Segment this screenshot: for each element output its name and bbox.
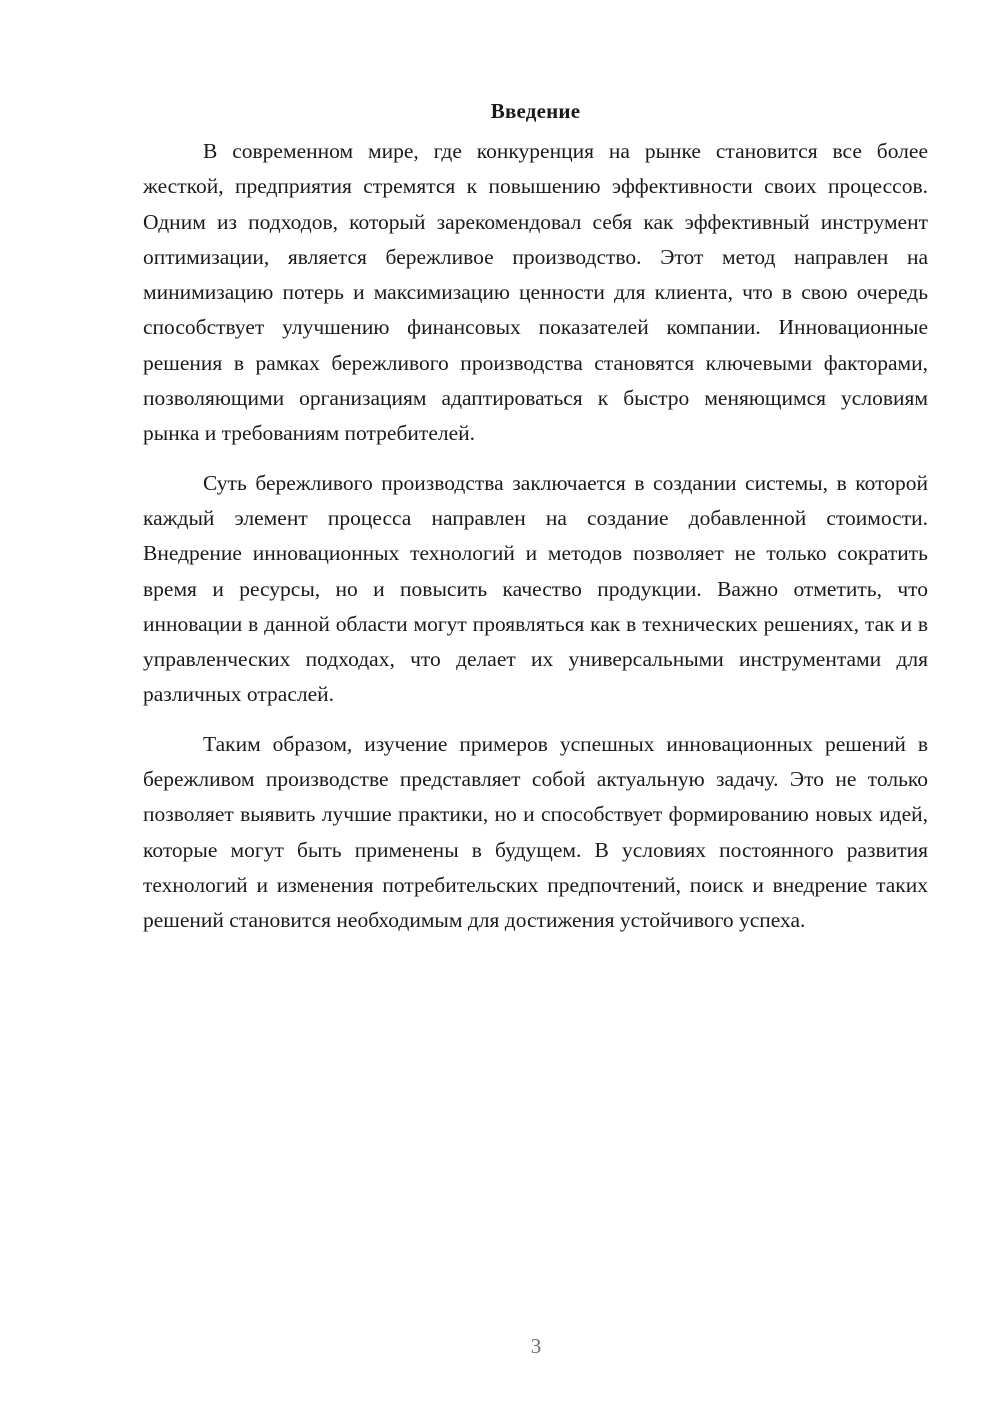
page-number: 3 [530,1334,542,1358]
page-content [143,96,928,953]
section-title: Введение [490,99,581,123]
paragraph-3: Таким образом, изучение примеров успешных инновационных решений в бережливом производстве представляет собой актуальную задачу. Это не только позволяет выявить лучшие практики, но и способствует формированию новых идей, которые могут быть применены в будущем. В условиях постоянного развития технологий и изменения потребительских предпочтений, поиск и внедрение таких решений становится необходимым для достижения устойчивого успеха. [143,731,928,933]
paragraph-2: Суть бережливого производства заключается в создании системы, в которой каждый элемент процесса направлен на создание добавленной стоимости. Внедрение инновационных технологий и методов позволяет не только сократить время и ресурсы, но и повысить качество продукции. Важно отметить, что инновации в данной области могут проявляться как в технических решениях, так и в управленческих подходах, что делает их универсальными инструментами для различных отраслей. [143,470,928,707]
paragraph-1: В современном мире, где конкуренция на рынке становится все более жесткой, предприятия стремятся к повышению эффективности своих процессов. Одним из подходов, который зарекомендовал себя как эффективный инструмент оптимизации, является бережливое производство. Этот метод направлен на минимизацию потерь и максимизацию ценности для клиента, что в свою очередь способствует улучшению финансовых показателей компании. Инновационные решения в рамках бережливого производства становятся ключевыми факторами, позволяющими организациям адаптироваться к быстро меняющимся условиям рынка и требованиям потребителей. [143,139,928,446]
